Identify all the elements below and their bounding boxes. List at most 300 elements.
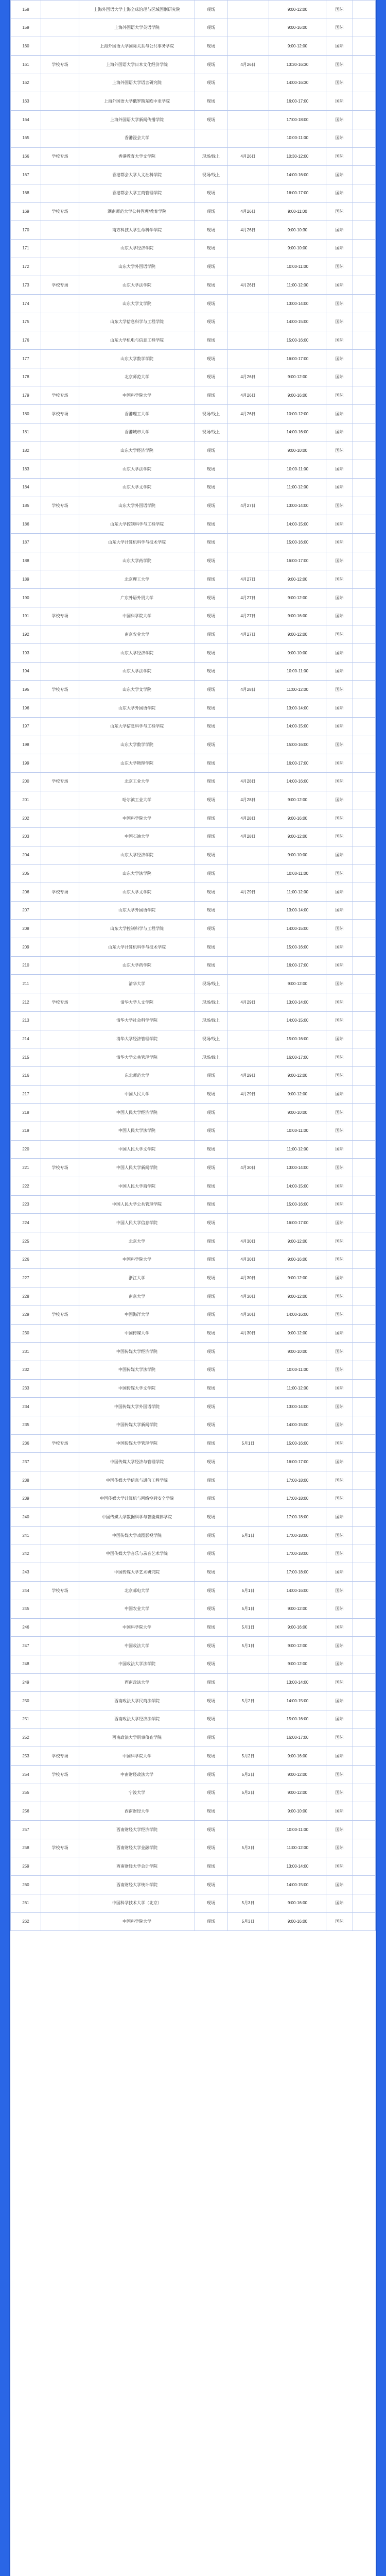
table-row: [11, 295, 376, 313]
cell-date: 5月3日: [227, 1839, 269, 1857]
cell-school: 山东大学经济学院: [79, 644, 195, 663]
cell-time: 9:00-16:00: [269, 1250, 326, 1269]
cell-date: [227, 1140, 269, 1159]
cell-category: [41, 865, 79, 883]
cell-type: 国际: [326, 883, 353, 902]
cell-time: 17:00-18:00: [269, 111, 326, 129]
cell-date: 5月2日: [227, 1766, 269, 1784]
cell-note: [353, 1195, 376, 1214]
cell-category: [41, 625, 79, 644]
cell-date: [227, 1011, 269, 1030]
cell-time: 9:00-12:00: [269, 827, 326, 846]
cell-note: [353, 920, 376, 938]
table-row: [11, 1177, 376, 1196]
cell-school: 中国海洋大学: [79, 1306, 195, 1324]
cell-school: 清华大学社会科学学院: [79, 1011, 195, 1030]
cell-date: [227, 239, 269, 258]
table-row: [11, 1728, 376, 1747]
cell-format: 现场: [195, 184, 227, 202]
cell-time: 17:00-18:00: [269, 1489, 326, 1508]
cell-format: 现场: [195, 1784, 227, 1802]
cell-type: 国际: [326, 1582, 353, 1600]
cell-rank: 238: [11, 1471, 41, 1490]
cell-type: 国际: [326, 19, 353, 37]
cell-category: [41, 1637, 79, 1655]
cell-rank: 190: [11, 589, 41, 607]
cell-time: 9:00-12:00: [269, 791, 326, 809]
cell-note: [353, 313, 376, 331]
cell-category: [41, 901, 79, 920]
cell-rank: 211: [11, 975, 41, 993]
cell-time: 15:00-16:00: [269, 533, 326, 552]
cell-rank: 204: [11, 846, 41, 865]
cell-time: 9:00-11:00: [269, 202, 326, 221]
cell-note: [353, 717, 376, 736]
table-row: [11, 736, 376, 754]
table-row: [11, 258, 376, 276]
cell-note: [353, 1453, 376, 1471]
table-row: [11, 1011, 376, 1030]
cell-type: 国际: [326, 570, 353, 589]
table-row: [11, 938, 376, 957]
cell-school: 中国人民大学商学院: [79, 1177, 195, 1196]
cell-format: 现场: [195, 1912, 227, 1931]
cell-school: 清华大学公共管理学院: [79, 1048, 195, 1067]
cell-school: 山东大学外国语学院: [79, 901, 195, 920]
table-row: [11, 515, 376, 534]
cell-rank: 231: [11, 1343, 41, 1361]
cell-format: 现场: [195, 1, 227, 19]
cell-format: 现场: [195, 699, 227, 718]
cell-time: 14:00-16:00: [269, 772, 326, 791]
cell-rank: 229: [11, 1306, 41, 1324]
cell-category: [41, 92, 79, 111]
cell-category: [41, 1066, 79, 1085]
cell-category: [41, 1692, 79, 1710]
cell-note: [353, 846, 376, 865]
cell-category: [41, 1600, 79, 1618]
cell-category: [41, 662, 79, 681]
cell-school: 南京大学: [79, 1287, 195, 1306]
cell-format: 现场/线上: [195, 166, 227, 184]
cell-note: [353, 1673, 376, 1692]
cell-time: 11:00-12:00: [269, 883, 326, 902]
cell-category: [41, 975, 79, 993]
cell-school: 中国传媒大学艺术研究院: [79, 1563, 195, 1582]
cell-date: 4月28日: [227, 772, 269, 791]
cell-time: 9:00-10:00: [269, 1802, 326, 1821]
cell-rank: 242: [11, 1545, 41, 1563]
table-row: [11, 883, 376, 902]
cell-type: 国际: [326, 938, 353, 957]
cell-note: [353, 1379, 376, 1398]
cell-date: 5月1日: [227, 1618, 269, 1637]
cell-format: 现场: [195, 1214, 227, 1232]
table-row: [11, 1821, 376, 1839]
cell-type: 国际: [326, 901, 353, 920]
cell-date: [227, 644, 269, 663]
table-row: [11, 699, 376, 718]
cell-type: 国际: [326, 1159, 353, 1177]
cell-note: [353, 1637, 376, 1655]
cell-format: 现场/线上: [195, 1048, 227, 1067]
cell-date: [227, 901, 269, 920]
cell-rank: 191: [11, 607, 41, 625]
cell-format: 现场: [195, 1140, 227, 1159]
cell-note: [353, 1030, 376, 1048]
cell-note: [353, 1821, 376, 1839]
cell-note: [353, 772, 376, 791]
cell-rank: 212: [11, 993, 41, 1012]
cell-time: 15:00-16:00: [269, 1030, 326, 1048]
cell-date: [227, 736, 269, 754]
cell-date: [227, 662, 269, 681]
cell-rank: 240: [11, 1508, 41, 1527]
cell-type: 国际: [326, 1489, 353, 1508]
cell-format: 现场: [195, 681, 227, 699]
cell-date: 4月30日: [227, 1306, 269, 1324]
cell-type: 国际: [326, 147, 353, 166]
table-row: [11, 1140, 376, 1159]
cell-school: 湖南师范大学公共管理/教育学院: [79, 202, 195, 221]
cell-time: 9:00-10:30: [269, 221, 326, 240]
cell-date: [227, 478, 269, 497]
cell-category: 学校专场: [41, 405, 79, 423]
cell-rank: 184: [11, 478, 41, 497]
cell-date: [227, 533, 269, 552]
cell-type: 国际: [326, 644, 353, 663]
cell-category: [41, 258, 79, 276]
table-row: [11, 497, 376, 515]
cell-rank: 230: [11, 1324, 41, 1343]
cell-school: 山东大学药学院: [79, 552, 195, 570]
cell-school: 中国科学院大学: [79, 1912, 195, 1931]
cell-category: 学校专场: [41, 56, 79, 74]
table-row: [11, 827, 376, 846]
cell-rank: 253: [11, 1747, 41, 1766]
cell-time: 15:00-16:00: [269, 938, 326, 957]
cell-format: 现场: [195, 1747, 227, 1766]
cell-type: 国际: [326, 202, 353, 221]
cell-note: [353, 368, 376, 386]
cell-time: 11:00-12:00: [269, 478, 326, 497]
cell-school: 中国政法大学法学院: [79, 1655, 195, 1673]
cell-type: 国际: [326, 423, 353, 442]
cell-school: 西南财经大学经济学院: [79, 1821, 195, 1839]
cell-date: [227, 166, 269, 184]
cell-category: [41, 111, 79, 129]
table-row: [11, 1379, 376, 1398]
cell-type: 国际: [326, 1876, 353, 1894]
cell-rank: 232: [11, 1361, 41, 1379]
cell-date: [227, 1471, 269, 1490]
cell-time: 11:00-12:00: [269, 1379, 326, 1398]
cell-format: 现场: [195, 258, 227, 276]
cell-rank: 236: [11, 1434, 41, 1453]
cell-rank: 210: [11, 956, 41, 975]
cell-time: 13:00-14:00: [269, 699, 326, 718]
cell-category: [41, 699, 79, 718]
cell-type: 国际: [326, 772, 353, 791]
cell-school: 香港教育大学文学院: [79, 147, 195, 166]
cell-category: [41, 1784, 79, 1802]
cell-format: 现场/线上: [195, 405, 227, 423]
cell-rank: 186: [11, 515, 41, 534]
cell-date: [227, 699, 269, 718]
cell-rank: 160: [11, 37, 41, 56]
cell-rank: 262: [11, 1912, 41, 1931]
cell-note: [353, 1527, 376, 1545]
cell-date: [227, 1655, 269, 1673]
cell-rank: 168: [11, 184, 41, 202]
cell-rank: 200: [11, 772, 41, 791]
cell-school: 香港浸会大学: [79, 129, 195, 147]
cell-rank: 202: [11, 809, 41, 828]
cell-type: 国际: [326, 1527, 353, 1545]
cell-time: 14:00-15:00: [269, 1011, 326, 1030]
cell-type: 国际: [326, 405, 353, 423]
cell-format: 现场: [195, 662, 227, 681]
table-row: [11, 147, 376, 166]
cell-date: [227, 975, 269, 993]
cell-time: 10:00-11:00: [269, 258, 326, 276]
cell-date: [227, 1710, 269, 1728]
cell-school: 上海外国语大学俄罗斯东欧中亚学院: [79, 92, 195, 111]
cell-note: [353, 754, 376, 773]
cell-type: 国际: [326, 1784, 353, 1802]
cell-category: [41, 1398, 79, 1416]
cell-rank: 219: [11, 1122, 41, 1140]
cell-note: [353, 1287, 376, 1306]
cell-format: 现场: [195, 827, 227, 846]
cell-rank: 201: [11, 791, 41, 809]
cell-category: [41, 1343, 79, 1361]
cell-school: 中南财经政法大学: [79, 1766, 195, 1784]
cell-date: [227, 313, 269, 331]
cell-category: [41, 1563, 79, 1582]
table-row: [11, 1471, 376, 1490]
cell-category: 学校专场: [41, 497, 79, 515]
cell-school: 北京理工大学: [79, 570, 195, 589]
cell-format: 现场: [195, 1839, 227, 1857]
cell-time: 10:00-11:00: [269, 865, 326, 883]
cell-format: 现场: [195, 607, 227, 625]
cell-date: [227, 552, 269, 570]
cell-school: 中国传媒大学经济学院: [79, 1343, 195, 1361]
cell-note: [353, 938, 376, 957]
table-row: [11, 1710, 376, 1728]
cell-date: 4月30日: [227, 1324, 269, 1343]
cell-school: 中国石油大学: [79, 827, 195, 846]
cell-rank: 233: [11, 1379, 41, 1398]
table-row: [11, 221, 376, 240]
cell-rank: 258: [11, 1839, 41, 1857]
cell-type: 国际: [326, 662, 353, 681]
cell-school: 山东大学外国语学院: [79, 497, 195, 515]
cell-format: 现场: [195, 1527, 227, 1545]
cell-school: 中国农业大学: [79, 1600, 195, 1618]
cell-note: [353, 1011, 376, 1030]
table-row: [11, 111, 376, 129]
cell-school: 中国传媒大学经济与管理学院: [79, 1453, 195, 1471]
cell-format: 现场: [195, 1361, 227, 1379]
cell-time: 10:00-11:00: [269, 129, 326, 147]
cell-school: 西南政法大学刑事侦查学院: [79, 1728, 195, 1747]
cell-format: 现场: [195, 1710, 227, 1728]
cell-category: [41, 1894, 79, 1912]
cell-time: 9:00-12:00: [269, 1269, 326, 1287]
cell-category: [41, 221, 79, 240]
cell-school: 山东大学法学院: [79, 865, 195, 883]
cell-date: 4月27日: [227, 497, 269, 515]
cell-category: 学校专场: [41, 1582, 79, 1600]
cell-date: 4月26日: [227, 276, 269, 295]
cell-school: 山东大学机电与信息工程学院: [79, 331, 195, 350]
cell-note: [353, 1416, 376, 1434]
cell-type: 国际: [326, 1894, 353, 1912]
cell-time: 14:00-16:00: [269, 423, 326, 442]
cell-category: 学校专场: [41, 772, 79, 791]
cell-category: [41, 184, 79, 202]
cell-type: 国际: [326, 276, 353, 295]
cell-rank: 185: [11, 497, 41, 515]
cell-format: 现场: [195, 1728, 227, 1747]
cell-type: 国际: [326, 1821, 353, 1839]
cell-date: 4月28日: [227, 791, 269, 809]
cell-category: 学校专场: [41, 1839, 79, 1857]
cell-note: [353, 662, 376, 681]
cell-rank: 189: [11, 570, 41, 589]
cell-format: 现场: [195, 589, 227, 607]
cell-note: [353, 1728, 376, 1747]
table-row: [11, 1195, 376, 1214]
cell-rank: 174: [11, 295, 41, 313]
cell-rank: 227: [11, 1269, 41, 1287]
cell-format: 现场: [195, 74, 227, 92]
cell-time: 14:00-15:00: [269, 515, 326, 534]
cell-category: [41, 1104, 79, 1122]
cell-time: 15:00-16:00: [269, 1434, 326, 1453]
cell-type: 国际: [326, 1766, 353, 1784]
cell-date: 4月30日: [227, 1159, 269, 1177]
cell-time: 15:00-16:00: [269, 331, 326, 350]
cell-note: [353, 1857, 376, 1876]
cell-note: [353, 19, 376, 37]
cell-note: [353, 1269, 376, 1287]
cell-time: 9:00-12:00: [269, 1324, 326, 1343]
cell-school: 北京工业大学: [79, 772, 195, 791]
cell-rank: 220: [11, 1140, 41, 1159]
cell-time: 11:00-12:00: [269, 276, 326, 295]
cell-category: [41, 1122, 79, 1140]
table-row: [11, 1398, 376, 1416]
cell-school: 广东外语外贸大学: [79, 589, 195, 607]
cell-time: 9:00-12:00: [269, 1784, 326, 1802]
cell-format: 现场: [195, 1085, 227, 1104]
cell-category: [41, 1287, 79, 1306]
cell-time: 16:00-17:00: [269, 92, 326, 111]
cell-time: 9:00-10:00: [269, 1343, 326, 1361]
cell-date: [227, 129, 269, 147]
cell-date: 4月26日: [227, 368, 269, 386]
schedule-table: [10, 0, 376, 1931]
cell-category: [41, 827, 79, 846]
cell-time: 14:00-15:00: [269, 1177, 326, 1196]
cell-note: [353, 865, 376, 883]
cell-format: 现场: [195, 1802, 227, 1821]
cell-school: 中国科学院大学: [79, 386, 195, 405]
cell-note: [353, 166, 376, 184]
cell-note: [353, 331, 376, 350]
cell-school: 哈尔滨工业大学: [79, 791, 195, 809]
cell-category: [41, 920, 79, 938]
cell-format: 现场: [195, 644, 227, 663]
cell-school: 宁波大学: [79, 1784, 195, 1802]
table-row: [11, 589, 376, 607]
cell-category: 学校专场: [41, 386, 79, 405]
cell-date: [227, 1489, 269, 1508]
cell-type: 国际: [326, 846, 353, 865]
cell-school: 中国传媒大学音乐与录音艺术学院: [79, 1545, 195, 1563]
cell-date: [227, 920, 269, 938]
cell-time: 16:00-17:00: [269, 1214, 326, 1232]
table-row: [11, 1508, 376, 1527]
cell-format: 现场: [195, 460, 227, 479]
cell-school: 中国人民大学: [79, 1085, 195, 1104]
cell-school: 山东大学信息科学与工程学院: [79, 717, 195, 736]
cell-type: 国际: [326, 1802, 353, 1821]
cell-note: [353, 589, 376, 607]
table-row: [11, 19, 376, 37]
cell-rank: 192: [11, 625, 41, 644]
cell-time: 17:00-18:00: [269, 1563, 326, 1582]
table-row: [11, 405, 376, 423]
cell-format: 现场: [195, 883, 227, 902]
cell-school: 香港城市大学: [79, 423, 195, 442]
cell-date: 4月26日: [227, 56, 269, 74]
cell-category: [41, 1489, 79, 1508]
cell-note: [353, 1766, 376, 1784]
cell-format: 现场: [195, 1692, 227, 1710]
cell-time: 9:00-12:00: [269, 1600, 326, 1618]
cell-note: [353, 1618, 376, 1637]
cell-time: 17:00-18:00: [269, 1527, 326, 1545]
cell-rank: 261: [11, 1894, 41, 1912]
cell-school: 山东大学经济学院: [79, 239, 195, 258]
cell-school: 南方科技大学生命科学学院: [79, 221, 195, 240]
cell-category: [41, 1214, 79, 1232]
cell-format: 现场/线上: [195, 993, 227, 1012]
cell-format: 现场: [195, 1766, 227, 1784]
cell-note: [353, 1140, 376, 1159]
cell-format: 现场: [195, 497, 227, 515]
table-row: [11, 1048, 376, 1067]
cell-time: 9:00-16:00: [269, 1747, 326, 1766]
cell-date: 5月3日: [227, 1912, 269, 1931]
cell-type: 国际: [326, 809, 353, 828]
cell-format: 现场: [195, 1379, 227, 1398]
cell-time: 10:30-12:00: [269, 147, 326, 166]
table-row: [11, 442, 376, 460]
table-row: [11, 1766, 376, 1784]
cell-time: 14:00-15:00: [269, 920, 326, 938]
cell-format: 现场: [195, 1894, 227, 1912]
cell-category: [41, 423, 79, 442]
cell-time: 9:00-16:00: [269, 1618, 326, 1637]
cell-note: [353, 809, 376, 828]
cell-school: 山东大学法学院: [79, 460, 195, 479]
cell-date: [227, 1361, 269, 1379]
